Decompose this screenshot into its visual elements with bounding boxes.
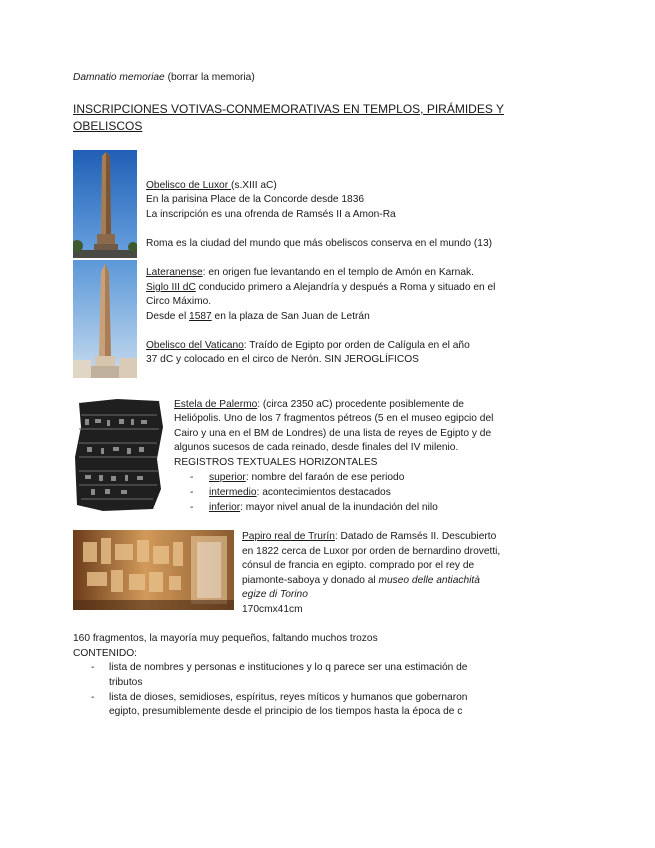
intro-line [73,71,255,86]
lateranense-name: Lateranense [146,267,203,278]
lateranense-line-1 [146,266,474,281]
luxor-line-2: En la parisina Place de la Concorde desde 1836 [146,194,365,205]
turin-line-2: en 1822 cerca de Luxor por orden de bernardino drovetti, [242,546,501,557]
contenido-bullet-1-dash: - [91,662,95,673]
palermo-bullet-3-dash: - [190,502,194,513]
palermo-bullet-1-dash: - [190,472,194,483]
luxor-date: (s.XIII aC) [230,180,277,191]
palermo-line-5: REGISTROS TEXTUALES HORIZONTALES [174,457,378,468]
palermo-line-3: Cairo y una en el BM de Londres) de una lista de reyes de Egipto y de [174,428,492,439]
contenido-bullet-2-dash: - [91,692,95,703]
contenido-bullet-1-line-1: lista de nombres y personas e instituciones y lo q parece ser una estimación de [109,662,468,673]
contenido-fragments: 160 fragmentos, la mayoría muy pequeños, faltando muchos trozos [73,633,378,644]
lateranense-line-2 [146,281,495,296]
rome-obelisks-note: Roma es la ciudad del mundo que más obeliscos conserva en el mundo (13) [146,238,493,249]
turin-line-1 [242,530,496,545]
luxor-line-1 [146,179,277,194]
section-heading-line-2: OBELISCOS [73,119,143,133]
lateranense-century: Siglo III dC [146,282,196,293]
vaticano-line-1-rest: : Traído de Egipto por orden de Calígula en el año [243,340,470,351]
palermo-bullet-1-desc: : nombre del faraón de ese periodo [245,472,405,483]
lateranense-line-4-a: Desde el [146,311,190,322]
palermo-bullet-3-term: inferior [209,502,241,513]
contenido-bullet-2-line-1: lista de dioses, semidioses, espíritus, reyes míticos y humanos que gobernaron [109,692,468,703]
turin-dimensions: 170cmx41cm [242,604,303,615]
turin-name: Papiro real de Trurín [242,531,335,542]
contenido-bullet-1-line-2: tributos [109,677,143,688]
palermo-name: Estela de Palermo [174,399,258,410]
palermo-bullet-2-desc: : acontecimientos destacados [256,487,391,498]
luxor-obelisk-image [73,150,137,258]
lateran-obelisk-image [73,260,137,378]
lateranense-line-4-b: en la plaza de San Juan de Letrán [211,311,370,322]
palermo-bullet-3-desc: : mayor nivel anual de la inundación del nilo [240,502,438,513]
palermo-line-1 [174,398,464,413]
intro-title-italic: Damnatio memoriae [73,72,165,83]
intro-title-rest: (borrar la memoria) [164,72,255,83]
palermo-bullet-1-term: superior [209,472,246,483]
contenido-label: CONTENIDO: [73,648,137,659]
palermo-bullet-1 [209,471,404,486]
lateranense-line-3: Circo Máximo. [146,296,212,307]
luxor-line-3: La inscripción es una ofrenda de Ramsés II a Amon-Ra [146,209,396,220]
vaticano-line-2: 37 dC y colocado en el circo de Nerón. SIN JEROGLÍFICOS [146,354,419,365]
lateranense-year: 1587 [189,311,212,322]
turin-papyrus-image [73,530,234,610]
lateranense-line-2-rest: conducido primero a Alejandría y después a Roma y situado en el [195,282,496,293]
lateranense-line-1-rest: : en origen fue levantando en el templo de Amón en Karnak. [202,267,474,278]
palermo-bullet-2-term: intermedio [209,487,257,498]
palermo-bullet-2 [209,486,391,501]
palermo-line-4: algunos sucesos de cada reinado, desde finales del IV milenio. [174,442,459,453]
contenido-bullet-2-line-2: egipto, presumiblemente desde el principio de los tiempos hasta la época de c [109,706,463,717]
palermo-stone-image [73,397,165,513]
vaticano-name: Obelisco del Vaticano [146,340,244,351]
turin-line-3: cónsul de francia en egipto. comprado por el rey de [242,560,475,571]
turin-line-5: egize di Torino [242,589,308,600]
palermo-bullet-2-dash: - [190,487,194,498]
turin-line-4-a: piamonte-saboya y donado al [242,575,379,586]
turin-line-1-rest: : Datado de Ramsés II. Descubierto [334,531,497,542]
vaticano-line-1 [146,339,470,354]
section-heading-line-1: INSCRIPCIONES VOTIVAS-CONMEMORATIVAS EN TEMPLOS, PIRÁMIDES Y [73,102,504,116]
palermo-bullet-3 [209,501,438,516]
lateranense-line-4 [146,310,370,325]
turin-line-4 [242,574,480,589]
palermo-line-1-rest: : (circa 2350 aC) procedente posiblemente de [257,399,464,410]
palermo-line-2: Heliópolis. Uno de los 7 fragmentos pétreos (5 en el museo egipcio del [174,413,494,424]
turin-museum-name: museo delle antiachità [378,575,480,586]
luxor-name: Obelisco de Luxor [146,180,231,191]
